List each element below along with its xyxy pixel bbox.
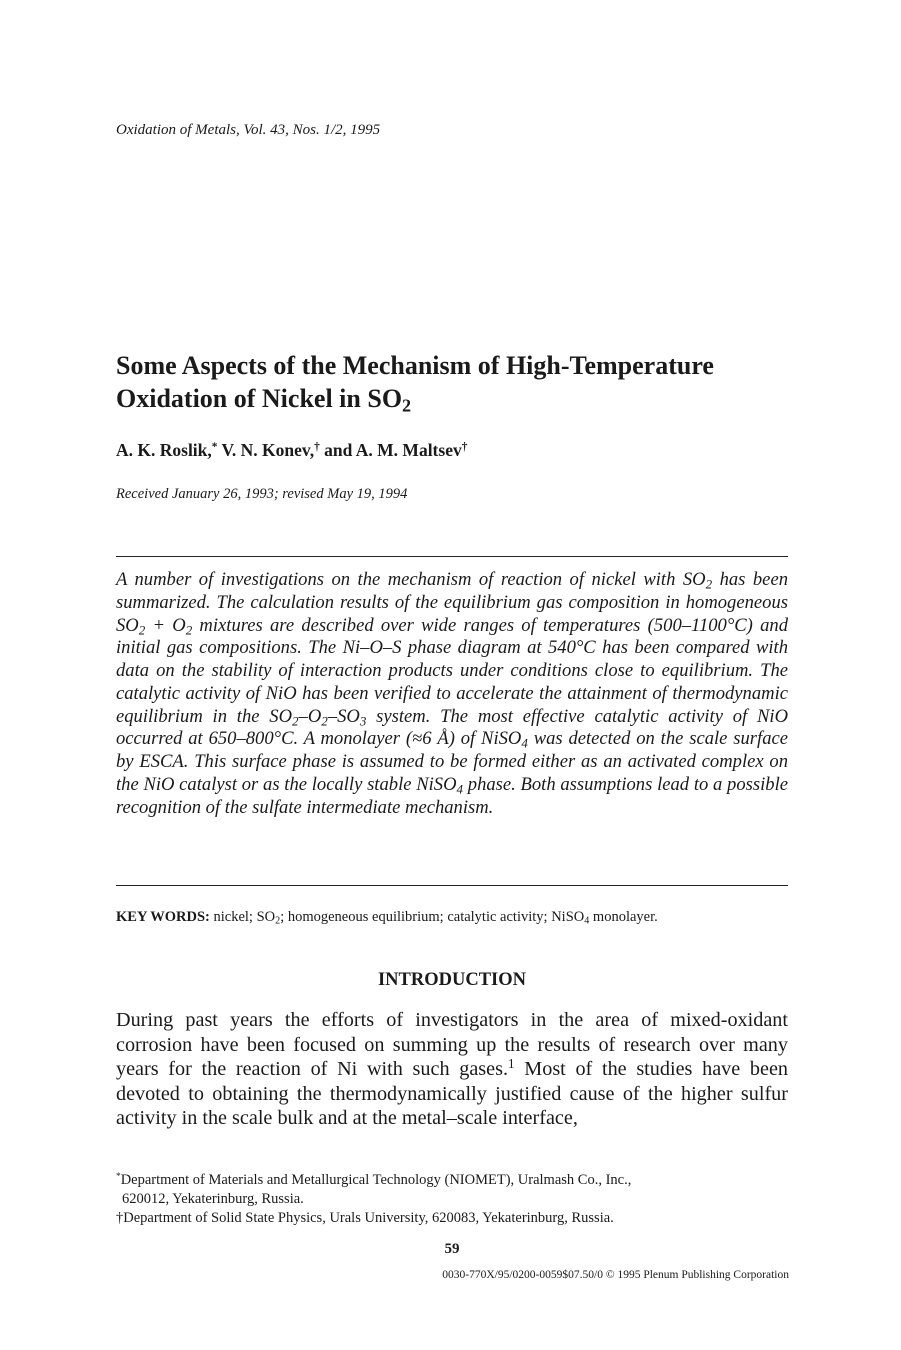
abstract: A number of investigations on the mechanism of reaction of nickel with $SO_2$ has been summarized. The calculation results of the equilibrium gas composition in homogeneous $SO_2 + O_2$ mixtures are described over wide ranges of temperatures (500–1100°C) and initial gas compositions. The Ni–O–S phase diagram at 540°C has been compared with data on the stability of interaction products under conditions close to equilibrium. The catalytic activity of NiO has been verified to accelerate the attainment of thermodynamic equilibrium in the $SO_2-O_2-SO_3$ system. The most effective catalytic activity of NiO occurred at 650–800°C. A monolayer (≈6 Å) of NiSO$_4$ was detected on the scale surface by ESCA. This surface phase is assumed to be formed either as an activated complex on the NiO catalyst or as the locally stable NiSO$_4$ phase. Both assumptions lead to a possible recognition of the sulfate intermediate mechanism. (116, 569, 788, 818)
keywords-label: KEY WORDS: (116, 909, 210, 925)
footnotes (116, 1171, 794, 1227)
footnote-affiliation-1: *Department of Materials and Metallurgical Technology (NIOMET), Uralmash Co., Inc., 620012, Yekaterinburg, Russia. (116, 1171, 632, 1207)
affiliation-mark: † (461, 440, 468, 453)
copyright-line: 0030-770X/95/0200-0059$07.50/0 © 1995 Plenum Publishing Corporation (442, 1269, 789, 1281)
keywords: KEY WORDS: nickel; $SO_2$; homogeneous equilibrium; catalytic activity; NiSO$_4$ monolayer. (116, 909, 658, 927)
affiliation-mark: * (211, 440, 218, 453)
article-title (116, 349, 806, 415)
affiliation-mark: † (314, 440, 320, 453)
section-heading-introduction: INTRODUCTION (377, 970, 527, 990)
title-line-1: Some Aspects of the Mechanism of High-Temperature (116, 351, 714, 380)
author-roslik: A. K. Roslik, (116, 440, 212, 460)
abstract-top-rule (116, 556, 788, 557)
received-dates: Received January 26, 1993; revised May 19, 1994 (116, 486, 408, 502)
introduction-paragraph: During past years the efforts of investigators in the area of mixed-oxidant corrosion have been focused on summing up the results of research over many years for the reaction of Ni with such gases.$^1$ Most of the studies have been devoted to obtaining the thermodynamically justified cause of the higher sulfur activity in the scale bulk and at the metal–scale interface, (116, 1009, 789, 1130)
page-number: 59 (444, 1241, 460, 1257)
footnote-affiliation-2: †Department of Solid State Physics, Urals University, 620083, Yekaterinburg, Russia. (116, 1209, 614, 1226)
reference-marker: 1 (508, 1055, 515, 1071)
title-line-2: Oxidation of Nickel in $SO_2$ (116, 384, 412, 416)
journal-citation: Oxidation of Metals, Vol. 43, Nos. 1/2, 1995 (116, 122, 381, 138)
author-list (116, 440, 467, 461)
author-maltsev: and A. M. Maltsev (319, 440, 462, 460)
author-konev: V. N. Konev, (217, 440, 315, 460)
abstract-bottom-rule (116, 885, 788, 886)
